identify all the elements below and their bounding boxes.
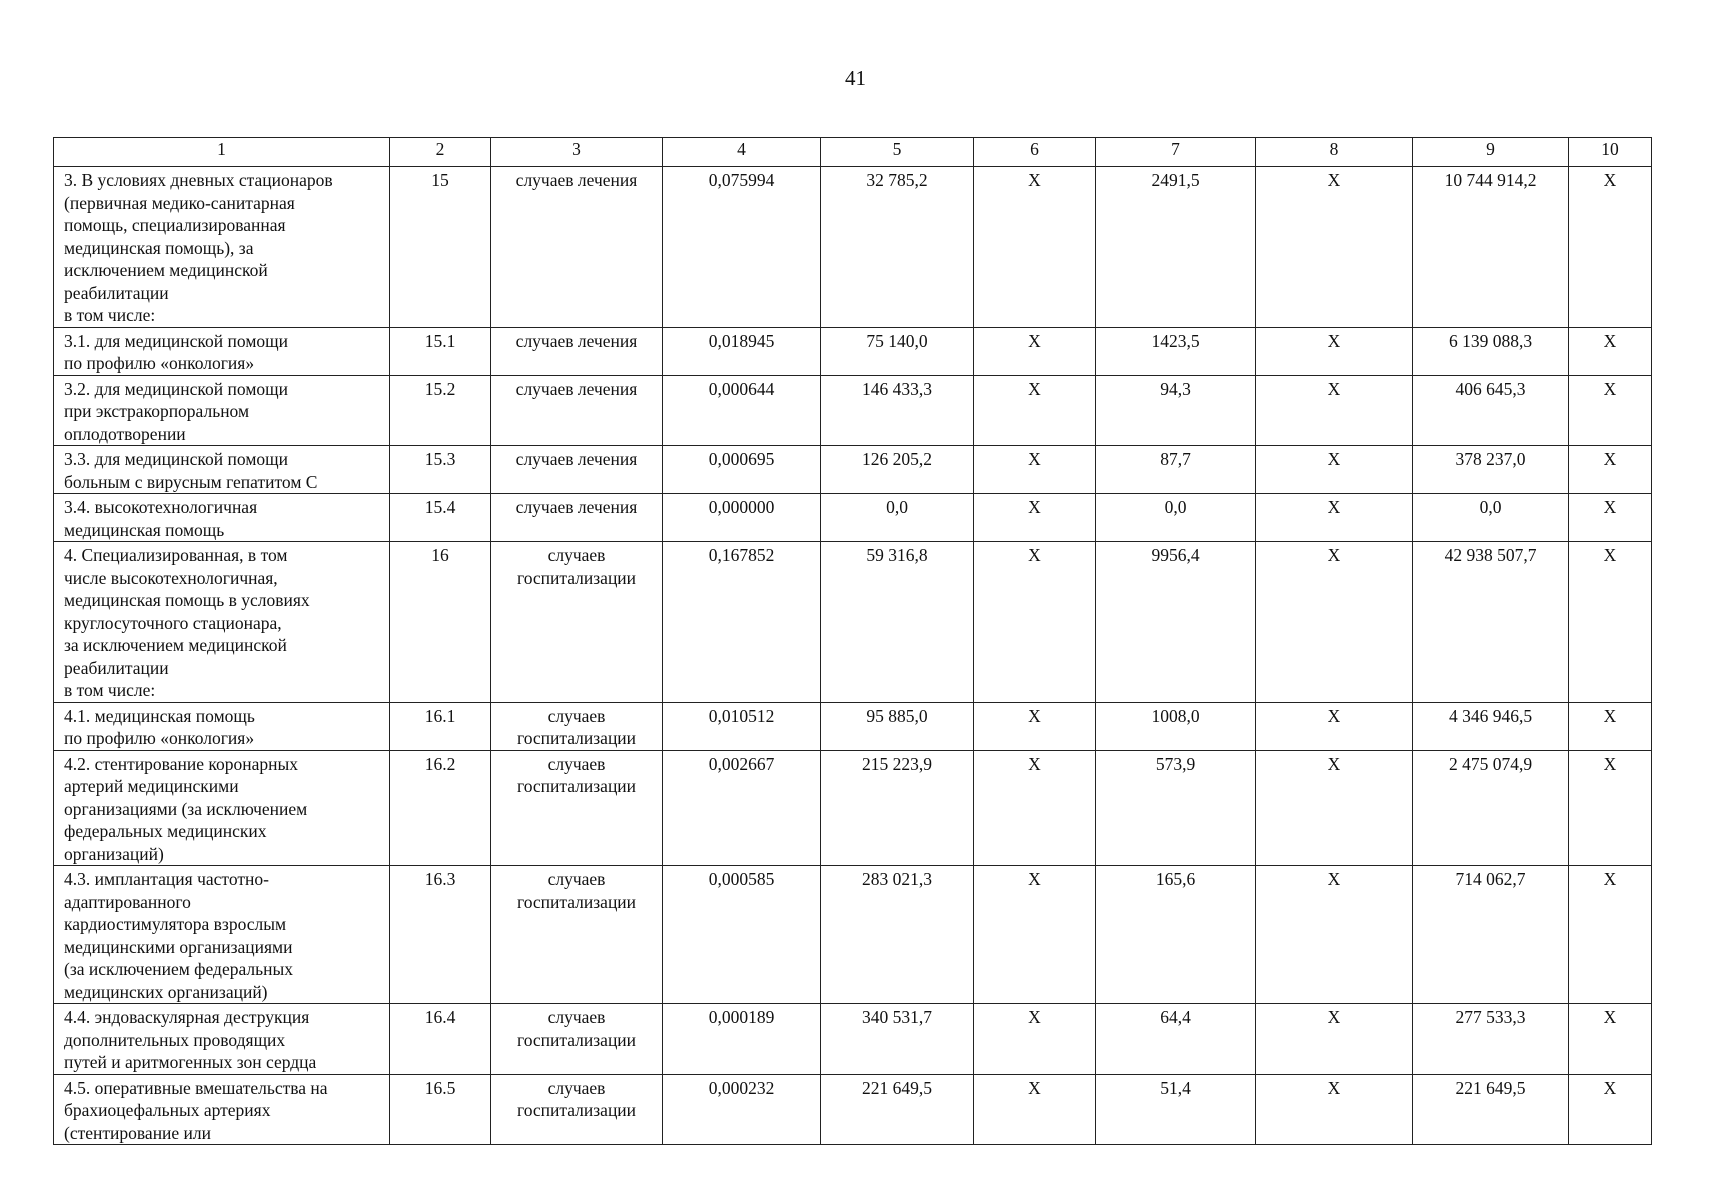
table-row xyxy=(54,327,1652,375)
indicator-name-line: по профилю «онкология» xyxy=(64,353,255,373)
row-code-cell: 15.3 xyxy=(390,446,491,494)
value-cell-c6: X xyxy=(974,375,1096,446)
indicator-name-line: при экстракорпоральном xyxy=(64,401,250,421)
value-cell-c5: 59 316,8 xyxy=(821,542,974,703)
value-cell-c5: 215 223,9 xyxy=(821,750,974,866)
row-code-cell: 15 xyxy=(390,167,491,328)
unit-line: случаев лечения xyxy=(515,378,638,399)
indicator-name-line: оплодотворении xyxy=(64,423,186,444)
value-cell-c7: 9956,4 xyxy=(1096,542,1256,703)
row-code-cell: 15.4 xyxy=(390,494,491,542)
column-header: 2 xyxy=(390,138,491,167)
indicator-name-line: за исключением медицинской xyxy=(64,635,287,655)
value-cell-c6: X xyxy=(974,446,1096,494)
value-cell-c4: 0,000000 xyxy=(663,494,821,542)
row-code-cell: 16.4 xyxy=(390,1004,491,1075)
indicator-name-line: в том числе: xyxy=(64,680,156,700)
value-cell-c10: X xyxy=(1569,1004,1652,1075)
column-header: 8 xyxy=(1256,138,1413,167)
value-cell-c6: X xyxy=(974,702,1096,750)
unit-cell xyxy=(491,702,663,750)
column-header: 6 xyxy=(974,138,1096,167)
indicator-name-line: 4.1. медицинская помощь xyxy=(64,705,255,726)
value-cell-c10: X xyxy=(1569,375,1652,446)
unit-cell xyxy=(491,866,663,1004)
indicator-name-line: медицинская помощь в условиях xyxy=(64,590,310,610)
value-cell-c9: 4 346 946,5 xyxy=(1413,702,1569,750)
indicator-name-line: брахиоцефальных артериях xyxy=(64,1100,271,1120)
value-cell-c5: 146 433,3 xyxy=(821,375,974,446)
unit-cell xyxy=(491,542,663,703)
indicator-name-line: реабилитации xyxy=(64,657,169,678)
table-row xyxy=(54,1004,1652,1075)
value-cell-c6: X xyxy=(974,494,1096,542)
indicator-name-line: организаций) xyxy=(64,843,164,864)
indicator-name-line: 4.5. оперативные вмешательства на xyxy=(64,1077,328,1098)
value-cell-c8: X xyxy=(1256,167,1413,328)
unit-cell xyxy=(491,327,663,375)
value-cell-c5: 95 885,0 xyxy=(821,702,974,750)
value-cell-c4: 0,000232 xyxy=(663,1074,821,1145)
table-row xyxy=(54,702,1652,750)
indicator-name-line: больным с вирусным гепатитом С xyxy=(64,471,318,492)
row-code-cell: 15.2 xyxy=(390,375,491,446)
value-cell-c8: X xyxy=(1256,702,1413,750)
value-cell-c6: X xyxy=(974,750,1096,866)
value-cell-c4: 0,000585 xyxy=(663,866,821,1004)
indicator-name-cell xyxy=(54,375,390,446)
unit-cell xyxy=(491,167,663,328)
value-cell-c8: X xyxy=(1256,494,1413,542)
table-row xyxy=(54,542,1652,703)
value-cell-c10: X xyxy=(1569,750,1652,866)
value-cell-c5: 32 785,2 xyxy=(821,167,974,328)
row-code-cell: 15.1 xyxy=(390,327,491,375)
value-cell-c10: X xyxy=(1569,542,1652,703)
unit-cell xyxy=(491,446,663,494)
indicator-name-line: по профилю «онкология» xyxy=(64,728,255,748)
indicator-name-line: круглосуточного стационара, xyxy=(64,612,282,633)
indicator-name-line: артерий медицинскими xyxy=(64,776,239,796)
page-number: 41 xyxy=(845,66,866,90)
indicator-name-line: медицинская помощь), за xyxy=(64,237,254,258)
indicator-name-cell xyxy=(54,494,390,542)
unit-line: случаев лечения xyxy=(515,497,638,517)
unit-cell xyxy=(491,750,663,866)
value-cell-c4: 0,075994 xyxy=(663,167,821,328)
value-cell-c5: 75 140,0 xyxy=(821,327,974,375)
table-body xyxy=(54,167,1652,1145)
unit-line: случаев лечения xyxy=(515,449,638,469)
indicator-name-line: (стентирование или xyxy=(64,1122,212,1143)
value-cell-c9: 0,0 xyxy=(1413,494,1569,542)
value-cell-c9: 714 062,7 xyxy=(1413,866,1569,1004)
value-cell-c5: 0,0 xyxy=(821,494,974,542)
table-row xyxy=(54,866,1652,1004)
column-header: 7 xyxy=(1096,138,1256,167)
indicator-name-cell xyxy=(54,542,390,703)
value-cell-c4: 0,010512 xyxy=(663,702,821,750)
value-cell-c8: X xyxy=(1256,866,1413,1004)
indicator-name-line: медицинская помощь xyxy=(64,519,225,540)
value-cell-c6: X xyxy=(974,1074,1096,1145)
value-cell-c7: 0,0 xyxy=(1096,494,1256,542)
unit-line: госпитализации xyxy=(516,776,637,796)
indicator-name-line: 4.3. имплантация частотно- xyxy=(64,869,269,889)
unit-cell xyxy=(491,1074,663,1145)
value-cell-c10: X xyxy=(1569,1074,1652,1145)
unit-line: случаев лечения xyxy=(515,330,638,351)
value-cell-c8: X xyxy=(1256,1004,1413,1075)
value-cell-c7: 573,9 xyxy=(1096,750,1256,866)
column-header: 1 xyxy=(54,138,390,167)
indicator-name-cell xyxy=(54,702,390,750)
value-cell-c9: 10 744 914,2 xyxy=(1413,167,1569,328)
unit-line: случаев xyxy=(547,545,606,565)
unit-line: госпитализации xyxy=(516,1029,637,1050)
data-table xyxy=(53,137,1652,1145)
value-cell-c6: X xyxy=(974,327,1096,375)
value-cell-c9: 406 645,3 xyxy=(1413,375,1569,446)
value-cell-c7: 165,6 xyxy=(1096,866,1256,1004)
table-row xyxy=(54,446,1652,494)
value-cell-c9: 2 475 074,9 xyxy=(1413,750,1569,866)
column-header: 10 xyxy=(1569,138,1652,167)
row-code-cell: 16.2 xyxy=(390,750,491,866)
table-row xyxy=(54,1074,1652,1145)
value-cell-c7: 1008,0 xyxy=(1096,702,1256,750)
unit-line: случаев лечения xyxy=(515,170,638,190)
value-cell-c4: 0,000644 xyxy=(663,375,821,446)
value-cell-c10: X xyxy=(1569,494,1652,542)
unit-line: случаев xyxy=(547,1007,606,1027)
value-cell-c10: X xyxy=(1569,327,1652,375)
unit-line: случаев xyxy=(547,705,606,726)
unit-cell xyxy=(491,375,663,446)
value-cell-c5: 221 649,5 xyxy=(821,1074,974,1145)
unit-line: случаев xyxy=(547,869,606,889)
value-cell-c7: 1423,5 xyxy=(1096,327,1256,375)
indicator-name-cell xyxy=(54,866,390,1004)
unit-line: госпитализации xyxy=(516,567,637,588)
value-cell-c9: 378 237,0 xyxy=(1413,446,1569,494)
indicator-name-line: кардиостимулятора взрослым xyxy=(64,914,287,934)
column-header: 4 xyxy=(663,138,821,167)
indicator-name-line: в том числе: xyxy=(64,305,156,325)
value-cell-c4: 0,167852 xyxy=(663,542,821,703)
value-cell-c6: X xyxy=(974,167,1096,328)
indicator-name-line: адаптированного xyxy=(64,891,191,912)
indicator-name-cell xyxy=(54,1004,390,1075)
indicator-name-cell xyxy=(54,750,390,866)
table-row xyxy=(54,750,1652,866)
value-cell-c4: 0,000695 xyxy=(663,446,821,494)
value-cell-c4: 0,002667 xyxy=(663,750,821,866)
indicator-name-line: 3.4. высокотехнологичная xyxy=(64,497,258,517)
indicator-name-line: медицинскими организациями xyxy=(64,936,293,957)
unit-line: госпитализации xyxy=(516,1100,637,1120)
value-cell-c9: 6 139 088,3 xyxy=(1413,327,1569,375)
value-cell-c10: X xyxy=(1569,167,1652,328)
value-cell-c9: 42 938 507,7 xyxy=(1413,542,1569,703)
indicator-name-cell xyxy=(54,446,390,494)
indicator-name-line: 3.2. для медицинской помощи xyxy=(64,378,288,399)
indicator-name-line: федеральных медицинских xyxy=(64,821,267,841)
value-cell-c10: X xyxy=(1569,702,1652,750)
indicator-name-line: 3. В условиях дневных стационаров xyxy=(64,170,333,190)
value-cell-c7: 87,7 xyxy=(1096,446,1256,494)
value-cell-c7: 2491,5 xyxy=(1096,167,1256,328)
value-cell-c10: X xyxy=(1569,866,1652,1004)
header-row xyxy=(54,138,1652,167)
value-cell-c8: X xyxy=(1256,446,1413,494)
indicator-name-line: 4.4. эндоваскулярная деструкция xyxy=(64,1007,310,1027)
value-cell-c9: 277 533,3 xyxy=(1413,1004,1569,1075)
value-cell-c6: X xyxy=(974,1004,1096,1075)
indicator-name-line: медицинских организаций) xyxy=(64,981,268,1002)
indicator-name-line: реабилитации xyxy=(64,282,169,303)
value-cell-c8: X xyxy=(1256,375,1413,446)
indicator-name-line: числе высокотехнологичная, xyxy=(64,567,278,588)
indicator-name-cell xyxy=(54,167,390,328)
value-cell-c7: 64,4 xyxy=(1096,1004,1256,1075)
value-cell-c4: 0,018945 xyxy=(663,327,821,375)
value-cell-c10: X xyxy=(1569,446,1652,494)
unit-cell xyxy=(491,1004,663,1075)
indicator-name-line: исключением медицинской xyxy=(64,260,268,280)
unit-line: случаев xyxy=(547,1077,606,1098)
indicator-name-cell xyxy=(54,327,390,375)
unit-line: госпитализации xyxy=(516,728,637,748)
value-cell-c8: X xyxy=(1256,1074,1413,1145)
indicator-name-line: (за исключением федеральных xyxy=(64,959,293,979)
unit-line: госпитализации xyxy=(516,891,637,912)
indicator-name-cell xyxy=(54,1074,390,1145)
value-cell-c5: 283 021,3 xyxy=(821,866,974,1004)
value-cell-c6: X xyxy=(974,866,1096,1004)
column-header: 3 xyxy=(491,138,663,167)
value-cell-c8: X xyxy=(1256,542,1413,703)
indicator-name-line: 3.1. для медицинской помощи xyxy=(64,330,288,351)
indicator-name-line: путей и аритмогенных зон сердца xyxy=(64,1052,317,1072)
column-header: 5 xyxy=(821,138,974,167)
indicator-name-line: организациями (за исключением xyxy=(64,798,308,819)
indicator-name-line: 4. Специализированная, в том xyxy=(64,545,288,565)
row-code-cell: 16.3 xyxy=(390,866,491,1004)
value-cell-c8: X xyxy=(1256,750,1413,866)
row-code-cell: 16.1 xyxy=(390,702,491,750)
value-cell-c9: 221 649,5 xyxy=(1413,1074,1569,1145)
table-row xyxy=(54,167,1652,328)
table-row xyxy=(54,494,1652,542)
indicator-name-line: (первичная медико-санитарная xyxy=(64,192,295,213)
value-cell-c5: 340 531,7 xyxy=(821,1004,974,1075)
value-cell-c6: X xyxy=(974,542,1096,703)
value-cell-c8: X xyxy=(1256,327,1413,375)
value-cell-c7: 51,4 xyxy=(1096,1074,1256,1145)
value-cell-c4: 0,000189 xyxy=(663,1004,821,1075)
value-cell-c5: 126 205,2 xyxy=(821,446,974,494)
value-cell-c7: 94,3 xyxy=(1096,375,1256,446)
indicator-name-line: дополнительных проводящих xyxy=(64,1029,286,1050)
unit-line: случаев xyxy=(547,753,606,774)
indicator-name-line: 4.2. стентирование коронарных xyxy=(64,753,298,774)
indicator-name-line: 3.3. для медицинской помощи xyxy=(64,449,288,469)
row-code-cell: 16.5 xyxy=(390,1074,491,1145)
table-row xyxy=(54,375,1652,446)
unit-cell xyxy=(491,494,663,542)
row-code-cell: 16 xyxy=(390,542,491,703)
column-header: 9 xyxy=(1413,138,1569,167)
indicator-name-line: помощь, специализированная xyxy=(64,215,286,235)
